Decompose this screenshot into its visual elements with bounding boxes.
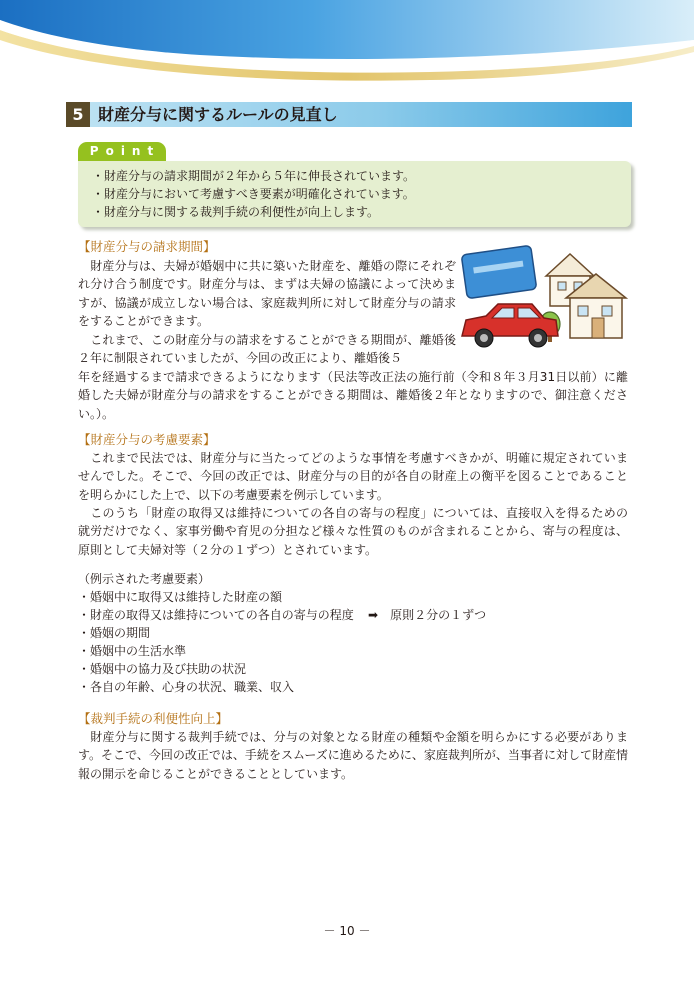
page-number: － 10 － <box>323 924 371 938</box>
wave-decoration <box>0 0 694 90</box>
period-paragraph-1: 財産分与は、夫婦が婚姻中に共に築いた財産を、離婚の際にそれぞれ分け合う制度です。財産分与は、まずは夫婦の協議によって決めますが、協議が成立しない場合は、家庭裁判所に対して財産分与の請求をすることができます。 <box>78 259 456 329</box>
card-icon <box>461 245 536 298</box>
factor-item-with-note <box>78 606 628 624</box>
factors-paragraph-2: このうち「財産の取得又は維持についての各自の寄与の程度」については、直接収入を得るための就労だけでなく、家事労働や育児の分担など様々な性質のものが含まれることから、寄与の程度は、原則として夫婦対等（２分の１ずつ）とされています。 <box>78 506 628 557</box>
period-heading: 【財産分与の請求期間】 <box>78 239 216 254</box>
point-item: ・財産分与において考慮すべき要素が明確化されています。 <box>92 187 415 201</box>
factors-heading: 【財産分与の考慮要素】 <box>78 432 216 447</box>
point-item: ・財産分与に関する裁判手続の利便性が向上します。 <box>92 205 380 219</box>
period-paragraph-2-tail: 年を経過するまで請求できるようになります（民法等改正法の施行前（令和８年３月31日以前）に離婚した夫婦が財産分与の請求をすることができる期間は、離婚後２年となりますので、御注意ください。）。 <box>78 370 628 421</box>
factor-item: ・財産の取得又は維持についての各自の寄与の程度 <box>78 608 354 622</box>
period-paragraph-2-head: これまで、この財産分与の請求をすることができる期間が、離婚後２年に制限されていましたが、今回の改正により、離婚後５ <box>78 333 456 366</box>
factors-paragraph-1: これまで民法では、財産分与に当たってどのような事情を考慮すべきかが、明確に規定されていませんでした。そこで、今回の改正では、財産分与の目的が各自の財産上の衡平を図ることであることを明らかにした上で、以下の考慮要素を例示しています。 <box>78 451 628 502</box>
point-item: ・財産分与の請求期間が２年から５年に伸長されています。 <box>92 169 416 183</box>
point-box <box>78 161 631 227</box>
factor-item: ・各自の年齢、心身の状況、職業、収入 <box>78 680 295 694</box>
factor-item: ・婚姻中の協力及び扶助の状況 <box>78 662 247 676</box>
section-title: 財産分与に関するルールの見直し <box>98 105 338 124</box>
court-paragraph-1: 財産分与に関する裁判手続では、分与の対象となる財産の種類や金額を明らかにする必要があります。そこで、今回の改正では、手続をスムーズに進めるために、家庭裁判所が、当事者に対して財産情報の開示を命じることができることとしています。 <box>78 730 628 781</box>
header-banner <box>0 0 694 90</box>
court-heading: 【裁判手続の利便性向上】 <box>78 711 229 726</box>
section-number: 5 <box>66 102 90 127</box>
factor-item: ・婚姻中に取得又は維持した財産の額 <box>78 590 283 604</box>
point-label: Point <box>78 142 166 161</box>
factors-list-title: （例示された考慮要素） <box>78 572 211 586</box>
factor-item: ・婚姻の期間 <box>78 626 151 640</box>
arrow-right-icon: ➡ <box>368 608 379 622</box>
factor-item: ・婚姻中の生活水準 <box>78 644 187 658</box>
house-car-card-illustration <box>458 236 630 354</box>
factor-note <box>368 606 486 624</box>
car-icon <box>462 304 558 347</box>
section-header <box>66 102 632 127</box>
factor-note-text: 原則２分の１ずつ <box>390 608 487 622</box>
